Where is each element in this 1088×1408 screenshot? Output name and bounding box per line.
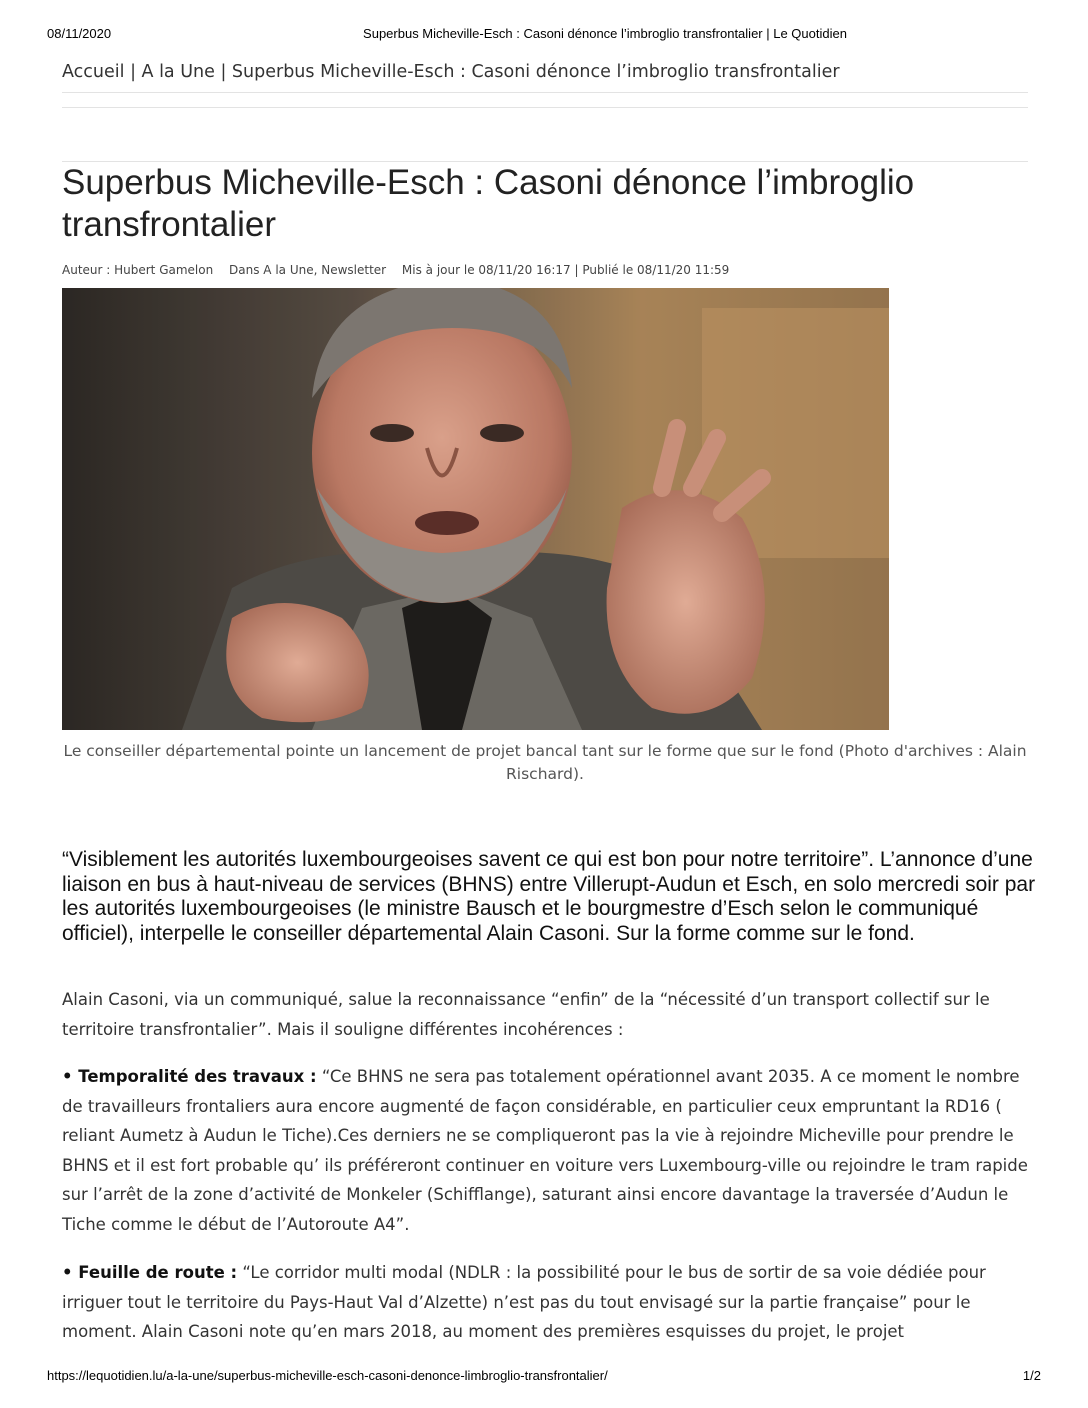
print-date: 08/11/2020 — [47, 26, 112, 41]
article-point-feuille-de-route — [62, 1258, 1037, 1347]
print-page-number: 1/2 — [1022, 1368, 1041, 1383]
article-photo — [62, 288, 889, 730]
article-point-temporalite — [62, 1062, 1037, 1239]
print-title: Superbus Micheville-Esch : Casoni dénonce l’imbroglio transfrontalier | Le Quotidien — [363, 26, 847, 41]
article-author: Auteur : Hubert Gamelon — [62, 263, 214, 277]
article-categories: Dans A la Une, Newsletter — [229, 263, 387, 277]
article-title: Superbus Micheville-Esch : Casoni dénonce l’imbroglio transfrontalier — [62, 163, 915, 244]
article-lead: “Visiblement les autorités luxembourgeoises savent ce qui est bon pour notre territoire”. L’annonce d’une liaison en bus à haut-niveau de services (BHNS) entre Villerupt-Audun et Esch, en solo mercredi soir par les autorités luxembourgeoises (le ministre Bausch et le bourgmestre d’Esch selon le communiqué officiel), interpelle le conseiller départemental Alain Casoni. Sur la forme comme sur le fond. — [62, 848, 1036, 945]
point-text: “Le corridor multi modal (NDLR : la possibilité pour le bus de sortir de sa voie dédiée pour irriguer tout le territoire du Pays-Haut Val d’Alzette) n’est pas du tout envisagé sur la partie française” pour le moment. Alain Casoni note qu’en mars 2018, au moment des premières esquisses du projet, le projet — [62, 1263, 986, 1341]
point-label: • Temporalité des travaux : — [62, 1067, 317, 1086]
breadcrumb-separator: | — [214, 62, 232, 82]
print-url: https://lequotidien.lu/a-la-une/superbus-micheville-esch-casoni-denonce-limbroglio-transfrontalier/ — [47, 1368, 608, 1383]
portrait-photo-illustration — [62, 288, 889, 730]
breadcrumb-home-link[interactable]: Accueil — [62, 62, 125, 82]
photo-caption: Le conseiller départemental pointe un lancement de projet bancal tant sur le forme que sur le fond (Photo d'archives : Alain Rischard). — [63, 742, 1027, 783]
point-label: • Feuille de route : — [62, 1263, 238, 1282]
divider — [62, 92, 1028, 93]
point-text: “Ce BHNS ne sera pas totalement opérationnel avant 2035. A ce moment le nombre de travailleurs frontaliers aura encore augmenté de façon considérable, en particulier ceux empruntant la RD16 ( reliant Aumetz à Audun le Tiche).Ces derniers ne se compliqueront pas la vie à rejoindre Micheville pour prendre le BHNS et il est fort probable qu’ ils préféreront continuer en voiture vers Luxembourg-ville ou rejoindre le tram rapide sur l’arrêt de la zone d’activité de Monkeler (Schifflange), saturant ainsi encore davantage la traversée d’Audun le Tiche comme le début de l’Autoroute A4”. — [62, 1067, 1028, 1234]
article-paragraph: Alain Casoni, via un communiqué, salue la reconnaissance “enfin” de la “nécessité d’un transport collectif sur le territoire transfrontalier”. Mais il souligne différentes incohérences : — [62, 990, 990, 1039]
breadcrumb-current: Superbus Micheville-Esch : Casoni dénonce l’imbroglio transfrontalier — [231, 62, 840, 82]
article-meta — [62, 263, 741, 277]
divider — [62, 107, 1028, 108]
breadcrumb-separator: | — [124, 62, 142, 82]
breadcrumb — [62, 62, 840, 82]
breadcrumb-section-link[interactable]: A la Une — [141, 62, 215, 82]
article-dates: Mis à jour le 08/11/20 16:17 | Publié le 08/11/20 11:59 — [401, 263, 730, 277]
